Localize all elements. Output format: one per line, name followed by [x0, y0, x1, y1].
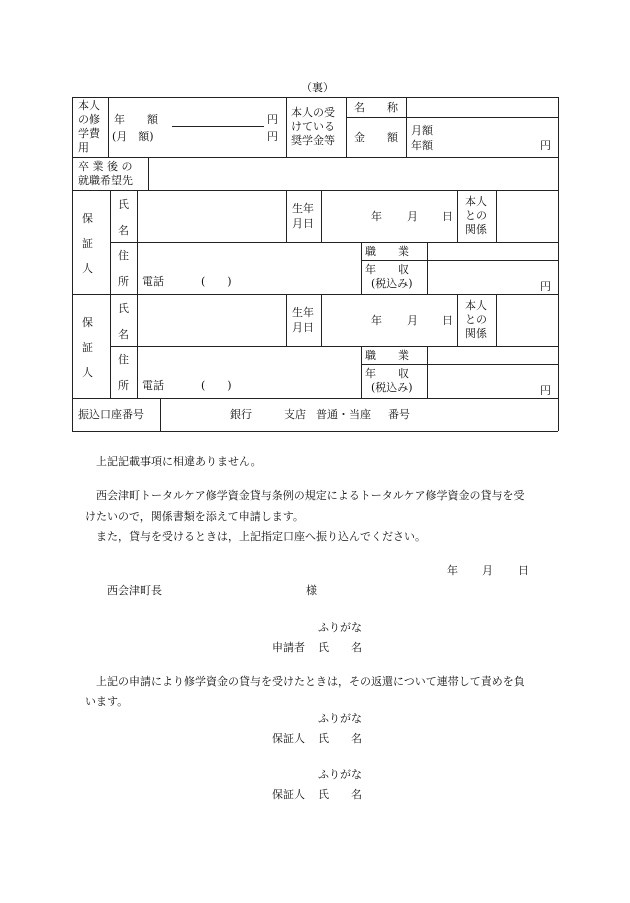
guarantor-2-label: 人: [82, 366, 93, 379]
study-cost-label-line: 学費: [78, 127, 100, 140]
guarantor-1-phone-label: 電話: [142, 275, 164, 288]
bank-account-label: 振込口座番号: [78, 408, 144, 421]
confirmation-statement: 上記記載事項に相違ありません。: [96, 455, 262, 468]
branch-label: 支店: [284, 408, 306, 421]
row-divider: [72, 157, 558, 158]
col-divider: [496, 294, 497, 346]
col-divider: [286, 97, 287, 157]
account-number-label: 番号: [388, 408, 410, 421]
guarantor-2-relation-label: 関係: [465, 327, 487, 340]
guarantor-2-label: 保: [82, 316, 93, 329]
row-divider: [72, 190, 558, 191]
col-divider: [496, 190, 497, 242]
applicant-furigana-label: ふりがな: [318, 621, 362, 634]
guarantor-1-label: 人: [82, 262, 93, 275]
guarantor-1-relation-label: 本人: [465, 195, 487, 208]
table-border-top: [72, 97, 558, 98]
col-divider: [361, 242, 362, 294]
col-divider: [286, 190, 287, 242]
guarantor-2-name-label: 名: [118, 328, 129, 341]
joint-liability-line2: います。: [85, 695, 129, 708]
joint-liability-line1: 上記の申請により修学資金の貸与を受けたときは，その返還について連帯して責めを負: [96, 675, 525, 688]
guarantor-2-address-label: 所: [118, 379, 129, 392]
col-divider: [160, 398, 161, 431]
col-divider: [346, 97, 347, 157]
row-divider: [346, 117, 558, 118]
guarantor-1-income-unit: 円: [540, 280, 551, 293]
col-divider: [427, 346, 428, 398]
row-divider: [361, 364, 558, 365]
guarantor-2-relation-label: との: [465, 313, 487, 326]
career-label-line2: 就職希望先: [78, 174, 133, 187]
guarantor-2-phone-paren: ( ): [201, 379, 232, 392]
col-divider: [321, 294, 322, 346]
guarantor-1-furigana-label: ふりがな: [318, 712, 362, 725]
col-divider: [361, 346, 362, 398]
applicant-label: 申請者: [272, 641, 305, 654]
study-cost-label-line: 用: [78, 141, 89, 154]
guarantor-2-furigana-label: ふりがな: [318, 768, 362, 781]
col-divider: [110, 294, 111, 398]
guarantor-1-birth-label: 生年: [292, 202, 314, 215]
guarantor-2-name-label: 氏: [118, 302, 129, 315]
guarantor-2-income-sub: (税込み): [371, 381, 413, 394]
transfer-statement: また，貸与を受けるときは，上記指定口座へ振り込んでください。: [96, 530, 426, 543]
guarantor-1-relation-label: との: [465, 209, 487, 222]
guarantor-2-birth-day: 日: [442, 314, 453, 327]
table-border-bottom: [72, 431, 558, 432]
guarantor-1-phone-paren: ( ): [201, 275, 232, 288]
application-date-year: 年: [447, 564, 458, 577]
applicant-name-label: 氏 名: [318, 641, 362, 654]
guarantor-1-birth-month: 月: [407, 210, 418, 223]
row-divider: [72, 294, 558, 295]
monthly-cost-label: (月 額): [112, 130, 154, 143]
col-divider: [110, 190, 111, 294]
row-divider: [110, 242, 558, 243]
guarantor-1-label: 証: [82, 237, 93, 250]
account-type-label: 普通・当座: [316, 408, 371, 421]
scholarship-label-line: けている: [291, 120, 335, 133]
guarantor-2-birth-label: 月日: [292, 321, 314, 334]
col-divider: [286, 294, 287, 346]
guarantor-2-phone-label: 電話: [142, 379, 164, 392]
guarantor-1-name-label: 名: [118, 224, 129, 237]
career-label-line1: 卒 業 後 の: [78, 160, 133, 173]
guarantor-2-address-label: 住: [118, 353, 129, 366]
col-divider: [148, 157, 149, 190]
guarantor-2-label: 証: [82, 341, 93, 354]
guarantor-1-sign-name-label: 氏 名: [318, 732, 362, 745]
scholarship-label-line: 奨学金等: [291, 134, 335, 147]
monthly-cost-unit: 円: [267, 130, 278, 143]
guarantor-1-sign-label: 保証人: [272, 732, 305, 745]
study-cost-label-line: 本人: [78, 99, 100, 112]
guarantor-1-address-label: 住: [118, 249, 129, 262]
application-date-day: 日: [518, 564, 529, 577]
col-divider: [108, 97, 109, 157]
application-date-month: 月: [482, 564, 493, 577]
col-divider: [406, 97, 407, 157]
col-divider: [427, 242, 428, 294]
bank-name-label: 銀行: [230, 408, 252, 421]
application-statement-line2: けたいので，関係書類を添えて申請します。: [85, 510, 304, 523]
col-divider: [137, 294, 138, 398]
scholarship-monthly-label: 月額: [411, 124, 433, 137]
table-border-left: [72, 97, 73, 431]
annual-cost-label: 年 額: [114, 113, 158, 126]
page-title: （裏）: [301, 81, 334, 94]
col-divider: [137, 190, 138, 294]
guarantor-1-income-sub: (税込み): [371, 277, 413, 290]
guarantor-1-label: 保: [82, 212, 93, 225]
guarantor-2-job-label: 職 業: [365, 349, 409, 362]
scholarship-name-label: 名 称: [354, 101, 398, 114]
application-statement-line1: 西会津町トータルケア修学資金貸与条例の規定によるトータルケア修学資金の貸与を受: [96, 489, 525, 502]
guarantor-2-sign-label: 保証人: [272, 788, 305, 801]
col-divider: [457, 294, 458, 346]
guarantor-1-birth-year: 年: [371, 210, 382, 223]
guarantor-2-birth-month: 月: [407, 314, 418, 327]
scholarship-yearly-label: 年額: [411, 139, 433, 152]
guarantor-1-birth-day: 日: [442, 210, 453, 223]
guarantor-1-birth-label: 月日: [292, 217, 314, 230]
guarantor-2-birth-label: 生年: [292, 306, 314, 319]
scholarship-amount-label: 金 額: [354, 131, 398, 144]
guarantor-1-name-label: 氏: [118, 198, 129, 211]
guarantor-1-address-label: 所: [118, 275, 129, 288]
scholarship-unit: 円: [540, 139, 551, 152]
guarantor-2-sign-name-label: 氏 名: [318, 788, 362, 801]
addressee: 西会津町長: [107, 584, 162, 597]
guarantor-1-income-label: 年 収: [365, 263, 409, 276]
table-border-right: [558, 97, 559, 431]
annual-cost-field[interactable]: [172, 126, 264, 127]
row-divider: [361, 260, 558, 261]
guarantor-2-birth-year: 年: [371, 314, 382, 327]
row-divider: [72, 398, 558, 399]
row-divider: [110, 346, 558, 347]
study-cost-label-line: の修: [78, 113, 100, 126]
annual-cost-unit: 円: [267, 113, 278, 126]
col-divider: [321, 190, 322, 242]
guarantor-2-relation-label: 本人: [465, 299, 487, 312]
guarantor-2-income-unit: 円: [540, 384, 551, 397]
guarantor-2-income-label: 年 収: [365, 367, 409, 380]
col-divider: [457, 190, 458, 242]
guarantor-1-job-label: 職 業: [365, 245, 409, 258]
guarantor-1-relation-label: 関係: [465, 223, 487, 236]
addressee-honorific: 様: [306, 584, 317, 597]
scholarship-label-line: 本人の受: [291, 106, 335, 119]
